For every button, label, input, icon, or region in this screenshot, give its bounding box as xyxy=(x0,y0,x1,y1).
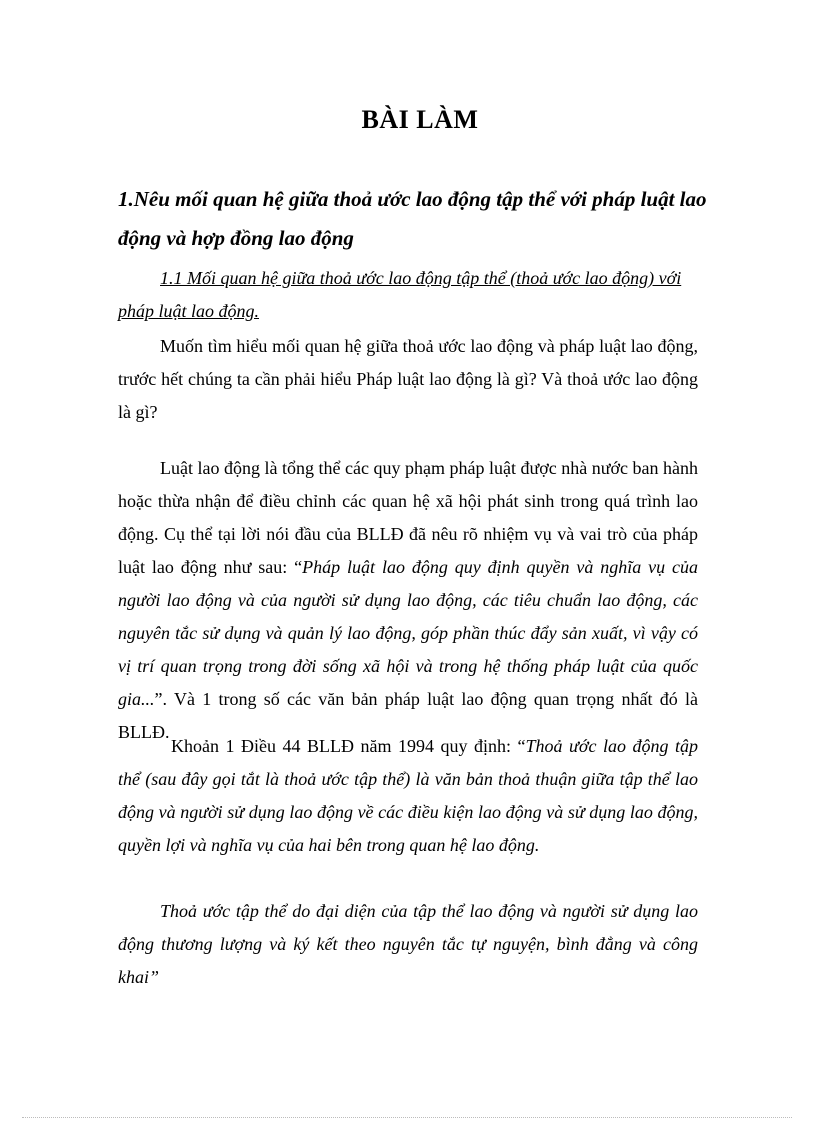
paragraph-article-44 xyxy=(118,730,698,862)
paragraph-intro: Muốn tìm hiểu mối quan hệ giữa thoả ước lao động và pháp luật lao động, trước hết chúng ta cần phải hiểu Pháp luật lao động là gì? Và thoả ước lao động là gì? xyxy=(118,336,698,422)
section-heading: 1.Nêu mối quan hệ giữa thoả ước lao động tập thể với pháp luật lao động và hợp đồng lao động xyxy=(118,187,707,250)
paragraph-labor-law-lead: Luật lao động là tổng thể các quy phạm pháp luật được nhà nước ban hành hoặc thừa nhận để điều chỉnh các quan hệ xã hội phát sinh trong quá trình lao động. Cụ thể tại lời nói đầu của BLLĐ đã nêu rõ nhiệm vụ và vai trò của pháp luật lao động như sau: “ xyxy=(118,458,698,577)
paragraph-labor-law-tail: ”. Và 1 trong số các văn bản pháp luật lao động quan trọng nhất đó là BLLĐ. xyxy=(118,689,698,742)
page-title: BÀI LÀM xyxy=(361,105,479,134)
paragraph-article-44-lead: Khoản 1 Điều 44 BLLĐ năm 1994 quy định: “ xyxy=(171,736,526,756)
paragraph-collective-agreement: Thoả ước tập thể do đại diện của tập thể lao động và người sử dụng lao động thương lượng và ký kết theo nguyên tắc tự nguyện, bình đẳng và công khai” xyxy=(118,901,698,987)
paragraph-labor-law xyxy=(118,452,698,749)
paragraph-labor-law-quote: Pháp luật lao động quy định quyền và nghĩa vụ của người lao động và của người sử dụng lao động, các tiêu chuẩn lao động, các nguyên tắc sử dụng và quản lý lao động, góp phần thúc đẩy sản xuất, vì vậy có vị trí quan trọng trong đời sống xã hội và trong hệ thống pháp luật của quốc gia... xyxy=(118,557,698,709)
subsection-heading: 1.1 Mối quan hệ giữa thoả ước lao động tập thể (thoả ước lao động) với pháp luật lao động. xyxy=(118,268,682,321)
paragraph-article-44-quote: Thoả ước lao động tập thể (sau đây gọi tắt là thoả ước tập thể) là văn bản thoả thuận giữa tập thể lao động và người sử dụng lao động về các điều kiện lao động và sử dụng lao động, quyền lợi và nghĩa vụ của hai bên trong quan hệ lao động. xyxy=(118,736,698,855)
page-bottom-divider xyxy=(22,1117,792,1118)
